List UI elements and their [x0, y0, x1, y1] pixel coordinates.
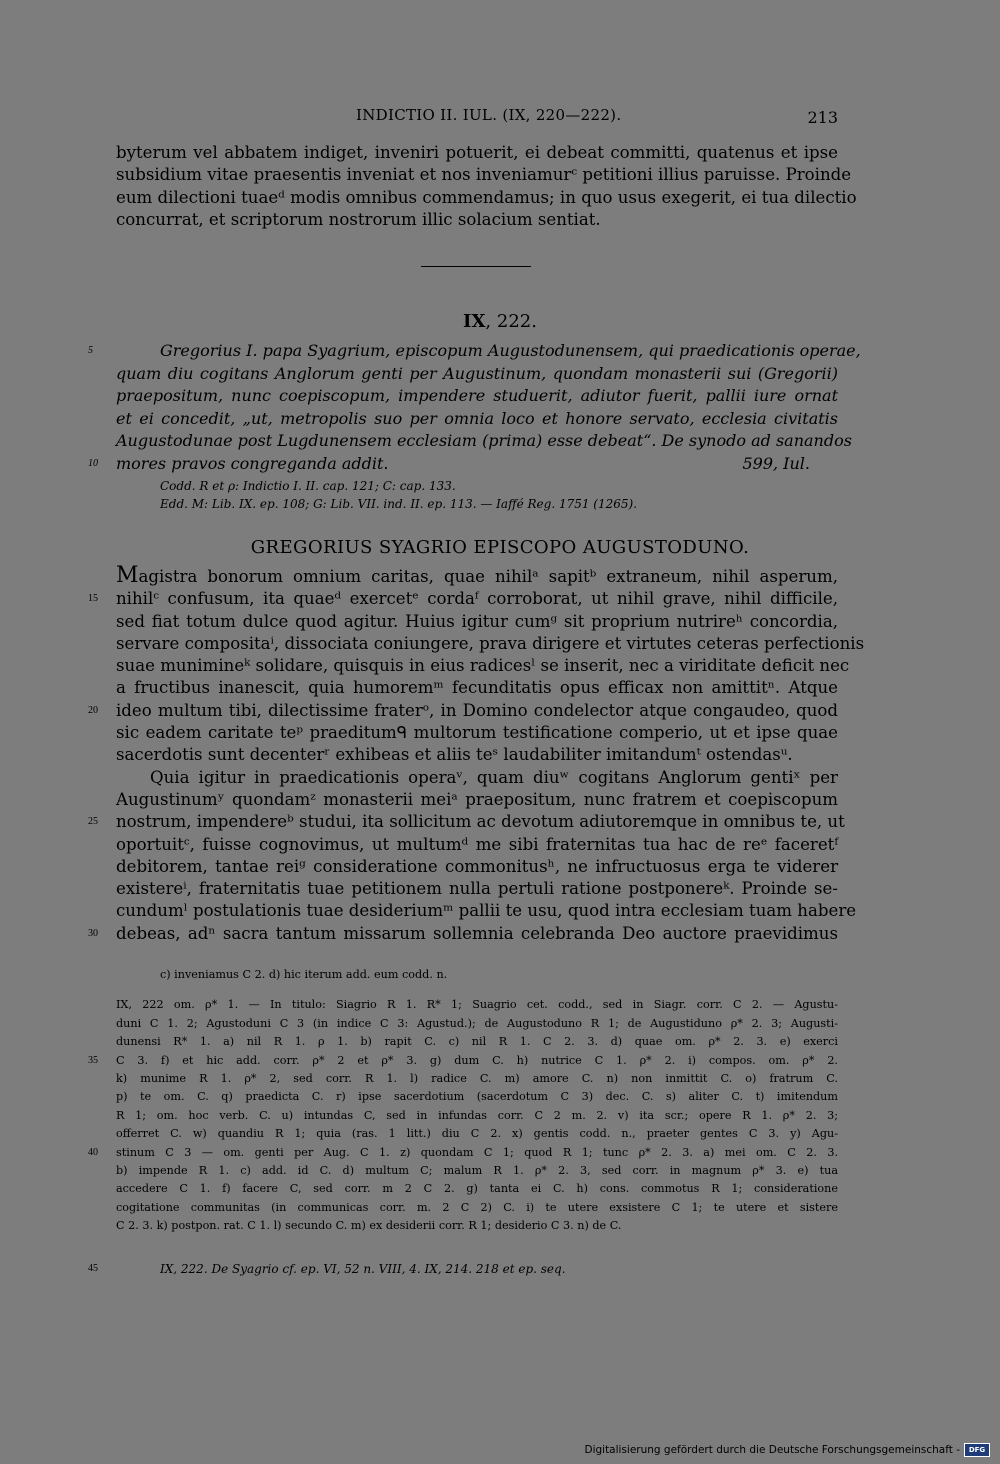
text-line: a fructibus inanescit, quia humoremᵐ fecunditatis opus efficax non amittitⁿ. Atque — [116, 678, 838, 698]
regest-line: praepositum, nunc coepiscopum, impendere studuerit, adiutor fuerit, pallii iure ornat — [116, 386, 838, 405]
text-line: sacerdotis sunt decenterʳ exhibeas et aliis teˢ laudabiliter imitandumᵗ ostendasᵘ. — [116, 745, 793, 765]
apparatus-line: cogitatione communitas (in communicas corr. m. 2 C 2) C. i) te utere exsistere C 1; te utere et sistere — [116, 1200, 838, 1214]
line-number: 35 — [88, 1054, 98, 1066]
regest — [88, 340, 861, 475]
letter-number — [0, 311, 1000, 332]
letter-number-book: IX — [463, 311, 486, 332]
text-line: servare compositaⁱ, dissociata coniungere, prava dirigere et virtutes ceteras perfectionis — [116, 633, 865, 653]
footer-credit: Digitalisierung gefördert durch die Deutsche Forschungsgemeinschaft - — [584, 1444, 960, 1456]
letter-address: GREGORIUS SYAGRIO EPISCOPO AUGUSTODUNO. — [250, 537, 750, 558]
line-number: 40 — [88, 1146, 98, 1158]
running-head — [0, 104, 1000, 128]
apparatus-line: k) munime R 1. ρ* 2, sed corr. R 1. l) radice C. m) amore C. n) non inmittit C. o) fratrum C. — [116, 1071, 838, 1085]
text-line: Quia igitur in praedicationis operaᵛ, quam diuʷ cogitans Anglorum gentiˣ per — [150, 767, 838, 787]
letter-text — [88, 563, 865, 945]
historical-note — [88, 1260, 882, 1278]
text-line: cundumˡ postulationis tuae desideriumᵐ pallii te usu, quod intra ecclesiam tuam habere — [116, 901, 857, 921]
text-line: Magistra bonorum omnium caritas, quae nihilᵃ sapitᵇ extraneum, nihil asperum, — [116, 563, 838, 588]
apparatus-line: R 1; om. hoc verb. C. u) intundas C, sed in infundas corr. C 2 m. 2. v) ita scr.; opere R 1. ρ* 2. 3; — [116, 1108, 838, 1122]
apparatus-line: dunensi R* 1. a) nil R 1. ρ 1. b) rapit C. c) nil R 1. C 2. 3. d) quae om. ρ* 2. 3. e) exerci — [116, 1035, 838, 1049]
text-line: byterum vel abbatem indiget, inveniri potuerit, ei debeat committi, quatenus et ipse — [116, 143, 838, 162]
text-line: 20 ideo multum tibi, dilectissime fraterᵒ, in Domino condelector atque congaudeo, quod — [116, 700, 838, 722]
apparatus-line: offerret C. w) quandiu R 1; quia (ras. 1 litt.) diu C 2. x) gentis codd. n., praeter gentes C 3. y) Agu- — [116, 1127, 838, 1141]
line-number: 10 — [88, 457, 98, 469]
initial-letter: M — [116, 563, 139, 588]
historical-note-text: IX, 222. De Syagrio cf. ep. VI, 52 n. VIII, 4. IX, 214. 218 et ep. seq. — [160, 1262, 566, 1276]
apparatus-line: p) te om. C. q) praedicta C. r) ipse sacerdotium (sacerdotum C 3) dec. C. s) aliter C. t) imitendum — [116, 1090, 838, 1104]
digitization-footer — [584, 1443, 990, 1457]
text-line: sed fiat totum dulce quod agitur. Huius igitur cumᵍ sit proprium nutrireʰ concordia, — [116, 611, 838, 631]
apparatus-line: b) impende R 1. c) add. id C. d) multum C; malum R 1. ρ* 2. 3, sed corr. in magnum ρ* 3. e) tua — [116, 1163, 838, 1177]
apparatus-line: 40 stinum C 3 — om. genti per Aug. C 1. z) quondam C 1; quod R 1; tunc ρ* 2. 3. a) mei om. C 2. 3. — [116, 1144, 838, 1162]
text-line: 25 nostrum, impendereᵇ studui, ita sollicitum ac devotum adiutoremque in omnibus te, ut — [116, 811, 838, 833]
text-line: existereⁱ, fraternitatis tuae petitionem nulla pertuli ratione postponereᵏ. Proinde se- — [116, 879, 838, 899]
text-line: subsidium vitae praesentis inveniat et nos inveniamurᶜ petitioni illius paruisse. Proinde — [116, 165, 852, 185]
line-number: 45 — [88, 1263, 98, 1274]
dfg-logo-icon: DFG — [964, 1443, 990, 1457]
text-line: eum dilectioni tuaeᵈ modis omnibus commendamus; in quo usus exegerit, ei tua dilectio — [116, 187, 857, 207]
page-number: 213 — [807, 108, 838, 127]
apparatus-line: c) inveniamus C 2. d) hic iterum add. eum codd. n. — [160, 968, 448, 981]
line-number: 30 — [88, 927, 98, 939]
apparatus-line: C 2. 3. k) postpon. rat. C 1. l) secundo C. m) ex desiderii corr. R 1; desiderio C 3. n) de C. — [116, 1219, 622, 1233]
apparatus-line: duni C 1. 2; Agustoduni C 3 (in indice C 3: Agustud.); de Augustoduno R 1; de Augustiduno ρ* 2. 3; Augusti- — [116, 1016, 838, 1030]
text-line: 30 debeas, adⁿ sacra tantum missarum sollemnia celebranda Deo auctore praevidimus — [116, 923, 838, 945]
codices-line: Codd. R et ρ: Indictio I. II. cap. 121; C: cap. 133. — [160, 479, 456, 493]
manuscript-sigla — [160, 477, 637, 513]
text-line: concurrat, et scriptorum nostrorum illic solacium sentiat. — [116, 209, 601, 229]
apparatus-line: IX, 222 om. ρ* 1. — In titulo: Siagrio R 1. R* 1; Suagrio cet. codd., sed in Siagr. corr. C 2. — Agustu- — [116, 998, 838, 1012]
regest-line: 10 mores pravos congreganda addit. 599, Iul. — [116, 453, 838, 476]
text-line: suae munimineᵏ solidare, quisquis in eius radicesˡ se inserit, nec a viriditate deficit nec — [116, 656, 850, 676]
running-title: INDICTIO II. IUL. (IX, 220—222). — [356, 106, 622, 124]
regest-line: quam diu cogitans Anglorum genti per Augustinum, quondam monasterii sui (Gregorii) — [116, 363, 838, 383]
text-line: oportuitᶜ, fuisse cognovimus, ut multumᵈ me sibi fraternitas tua hac de reᵉ faceretᶠ — [116, 834, 838, 854]
letter-number-rest: , 222. — [485, 311, 537, 332]
apparatus-line: accedere C 1. f) facere C, sed corr. m 2 C 2. g) tanta ei C. h) cons. commotus R 1; consideratione — [116, 1182, 838, 1196]
critical-apparatus — [88, 966, 838, 1235]
previous-letter-ending — [116, 142, 857, 231]
text-line: Augustinumʸ quondamᶻ monasterii meiᵃ praepositum, nunc fratrem et coepiscopum — [116, 789, 838, 809]
text-line: debitorem, tantae reiᵍ consideratione commonitusʰ, ne infructuosus erga te viderer — [116, 856, 838, 876]
section-divider — [421, 266, 531, 267]
apparatus-line: 35 C 3. f) et hic add. corr. ρ* 2 et ρ* 3. g) dum C. h) nutrice C 1. ρ* 2. i) compos. om. ρ* 2. — [116, 1052, 838, 1070]
letter-date: 599, Iul. — [742, 453, 810, 473]
text-line: 15 nihilᶜ confusum, ita quaeᵈ exercetᵉ cordaᶠ corroborat, ut nihil grave, nihil difficile, — [116, 588, 838, 610]
line-number: 15 — [88, 593, 98, 605]
regest-line: 5 Gregorius I. papa Syagrium, episcopum Augustodunensem, qui praedicationis operae, — [116, 340, 838, 363]
line-number: 5 — [88, 345, 93, 356]
line-number: 25 — [88, 816, 98, 828]
editions-line: Edd. M: Lib. IX. ep. 108; G: Lib. VII. ind. II. ep. 113. — Iaffé Reg. 1751 (1265). — [160, 497, 638, 511]
line-number: 20 — [88, 704, 98, 716]
regest-line: Augustodunae post Lugdunensem ecclesiam (prima) esse debeat“. De synodo ad sanandos — [116, 431, 852, 450]
text-line: sic eadem caritate teᵖ praeditumᑫ multorum testificatione comperio, ut et ipse quae — [116, 723, 838, 743]
regest-line: et ei concedit, „ut, metropolis suo per omnia loco et honore servato, ecclesia civitatis — [116, 408, 838, 428]
